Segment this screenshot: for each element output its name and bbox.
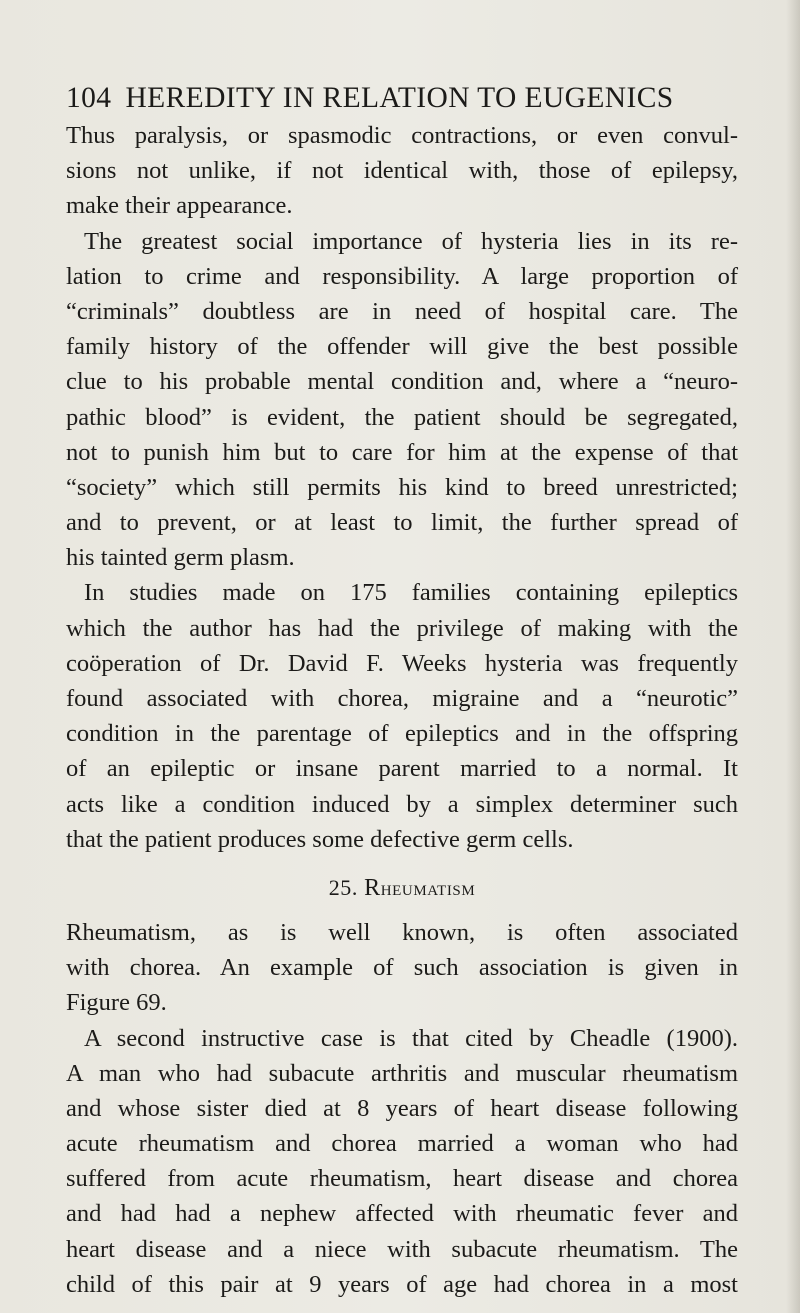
page-number: 104: [66, 82, 112, 114]
text-line: with chorea. An example of such association is given in: [66, 954, 738, 982]
text-line: The greatest social importance of hysteria lies in its re-: [84, 227, 738, 255]
text-line: his tainted germ plasm.: [66, 544, 295, 572]
text-line: Figure 69.: [66, 989, 167, 1017]
text-line: suffered from acute rheumatism, heart disease and chorea: [66, 1165, 738, 1193]
text-line: In studies made on 175 families containing epileptics: [84, 579, 738, 607]
text-line: clue to his probable mental condition and, where a “neuro-: [66, 368, 738, 396]
page-edge-shadow: [786, 0, 800, 1313]
text-line: which the author has had the privilege of making with the: [66, 614, 738, 642]
paragraph: [66, 915, 738, 1021]
text-line: found associated with chorea, migraine and a “neurotic”: [66, 685, 738, 712]
paragraph: [66, 575, 738, 857]
text-line: Rheumatism, as is well known, is often associated: [66, 918, 738, 946]
text-line: child of this pair at 9 years of age had chorea in a most: [66, 1270, 738, 1298]
text-line: that the patient produces some defective germ cells.: [66, 825, 574, 853]
text-line: pathic blood” is evident, the patient should be segregated,: [66, 403, 738, 431]
text-line: family history of the offender will give the best possible: [66, 333, 738, 361]
section-number: 25.: [328, 874, 358, 900]
text-line: and had had a nephew affected with rheumatic fever and: [66, 1200, 738, 1228]
paragraph: [66, 1021, 738, 1303]
text-line: acute rheumatism and chorea married a woman who had: [66, 1130, 738, 1158]
text-line: “criminals” doubtless are in need of hospital care. The: [66, 297, 738, 325]
running-head: [66, 82, 766, 115]
text-line: Thus paralysis, or spasmodic contractions, or even convul-: [66, 122, 738, 149]
text-line: of an epileptic or insane parent married to a normal. It: [66, 755, 738, 783]
section-title-rest: heumatism: [380, 874, 476, 900]
section-title-initial: R: [364, 874, 381, 901]
text-line: condition in the parentage of epileptics and in the offspring: [66, 720, 738, 748]
text-line: and whose sister died at 8 years of heart disease following: [66, 1094, 738, 1122]
running-title: HEREDITY IN RELATION TO EUGENICS: [125, 82, 674, 114]
text-line: not to punish him but to care for him at the expense of that: [66, 438, 738, 466]
text-line: A man who had subacute arthritis and muscular rheumatism: [66, 1059, 738, 1087]
text-line: heart disease and a niece with subacute rheumatism. The: [66, 1235, 738, 1263]
text-line: and to prevent, or at least to limit, the further spread of: [66, 509, 738, 537]
text-line: lation to crime and responsibility. A large proportion of: [66, 262, 738, 290]
text-line: A second instructive case is that cited by Cheadle (1900).: [84, 1024, 738, 1052]
text-line: coöperation of Dr. David F. Weeks hysteria was frequently: [66, 649, 738, 677]
text-line: make their appearance.: [66, 192, 293, 220]
section-heading: [66, 857, 738, 915]
paragraph: [66, 224, 738, 576]
text-line: sions not unlike, if not identical with, those of epilepsy,: [66, 157, 738, 185]
paragraph: [66, 118, 738, 224]
text-line: “society” which still permits his kind to breed unrestricted;: [66, 473, 738, 501]
text-line: acts like a condition induced by a simplex determiner such: [66, 790, 738, 818]
body-text: [66, 118, 738, 1302]
